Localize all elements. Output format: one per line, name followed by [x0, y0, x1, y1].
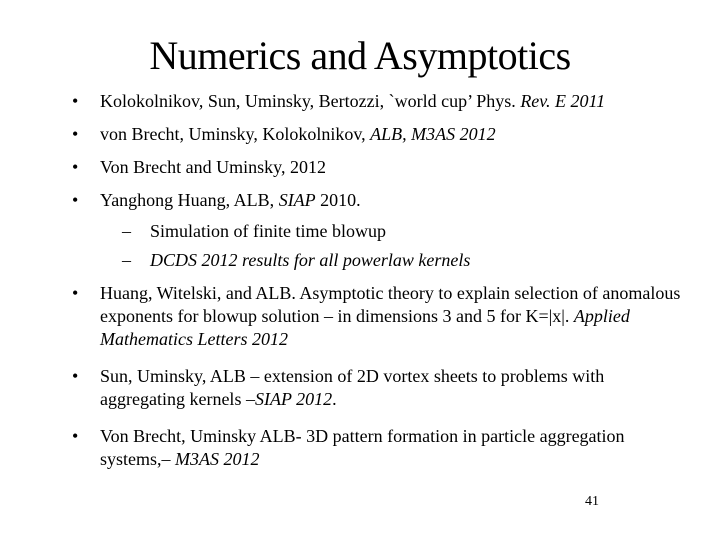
bullet-text: Yanghong Huang, ALB,	[100, 190, 279, 210]
bullet-symbol: •	[72, 190, 79, 210]
page-number: 41	[585, 494, 599, 509]
bullet-text: Kolokolnikov, Sun, Uminsky, Bertozzi, `world cup’ Phys.	[100, 91, 521, 111]
bullet-text-after: .	[332, 389, 337, 409]
sub-bullet-list	[100, 220, 692, 272]
bullet-item-2	[72, 123, 692, 146]
bullet-text: Von Brecht, Uminsky ALB- 3D pattern formation in particle aggregation systems,–	[100, 426, 625, 469]
bullet-citation: Rev. E 2011	[520, 91, 606, 111]
bullet-item-7	[72, 425, 692, 471]
bullet-item-1	[72, 90, 692, 113]
bullet-item-6	[72, 365, 692, 411]
bullet-item-4	[72, 189, 692, 272]
bullet-text: Von Brecht and Uminsky, 2012	[100, 157, 326, 177]
bullet-item-5	[72, 282, 692, 351]
sub-bullet-symbol: –	[122, 250, 131, 270]
bullet-text: Huang, Witelski, and ALB. Asymptotic theory to explain selection of anomalous exponents for blowup solution – in dimensions 3 and 5 for K=|x|.	[100, 283, 681, 326]
bullet-citation: ALB, M3AS 2012	[370, 124, 496, 144]
bullet-symbol: •	[72, 124, 79, 144]
bullet-citation: M3AS 2012	[175, 449, 260, 469]
bullet-citation: Applied Mathematics Letters 2012	[100, 306, 630, 349]
bullet-symbol: •	[72, 366, 79, 386]
sub-bullet-text: DCDS 2012 results for all powerlaw kernels	[150, 250, 471, 270]
bullet-text-after: 2010.	[315, 190, 361, 210]
bullet-text: Sun, Uminsky, ALB – extension of 2D vortex sheets to problems with aggregating kernels –	[100, 366, 605, 409]
bullet-symbol: •	[72, 426, 79, 446]
bullet-text: von Brecht, Uminsky, Kolokolnikov,	[100, 124, 371, 144]
sub-bullet-item-2	[100, 249, 692, 272]
bullet-citation: SIAP	[278, 190, 316, 210]
sub-bullet-item-1	[100, 220, 692, 243]
bullet-list	[72, 90, 692, 481]
sub-bullet-symbol: –	[122, 221, 131, 241]
bullet-symbol: •	[72, 283, 79, 303]
bullet-citation: SIAP 2012	[254, 389, 333, 409]
bullet-symbol: •	[72, 157, 79, 177]
slide-title: Numerics and Asymptotics	[149, 33, 571, 78]
bullet-symbol: •	[72, 91, 79, 111]
bullet-item-3	[72, 156, 692, 179]
sub-bullet-text: Simulation of finite time blowup	[150, 221, 386, 241]
